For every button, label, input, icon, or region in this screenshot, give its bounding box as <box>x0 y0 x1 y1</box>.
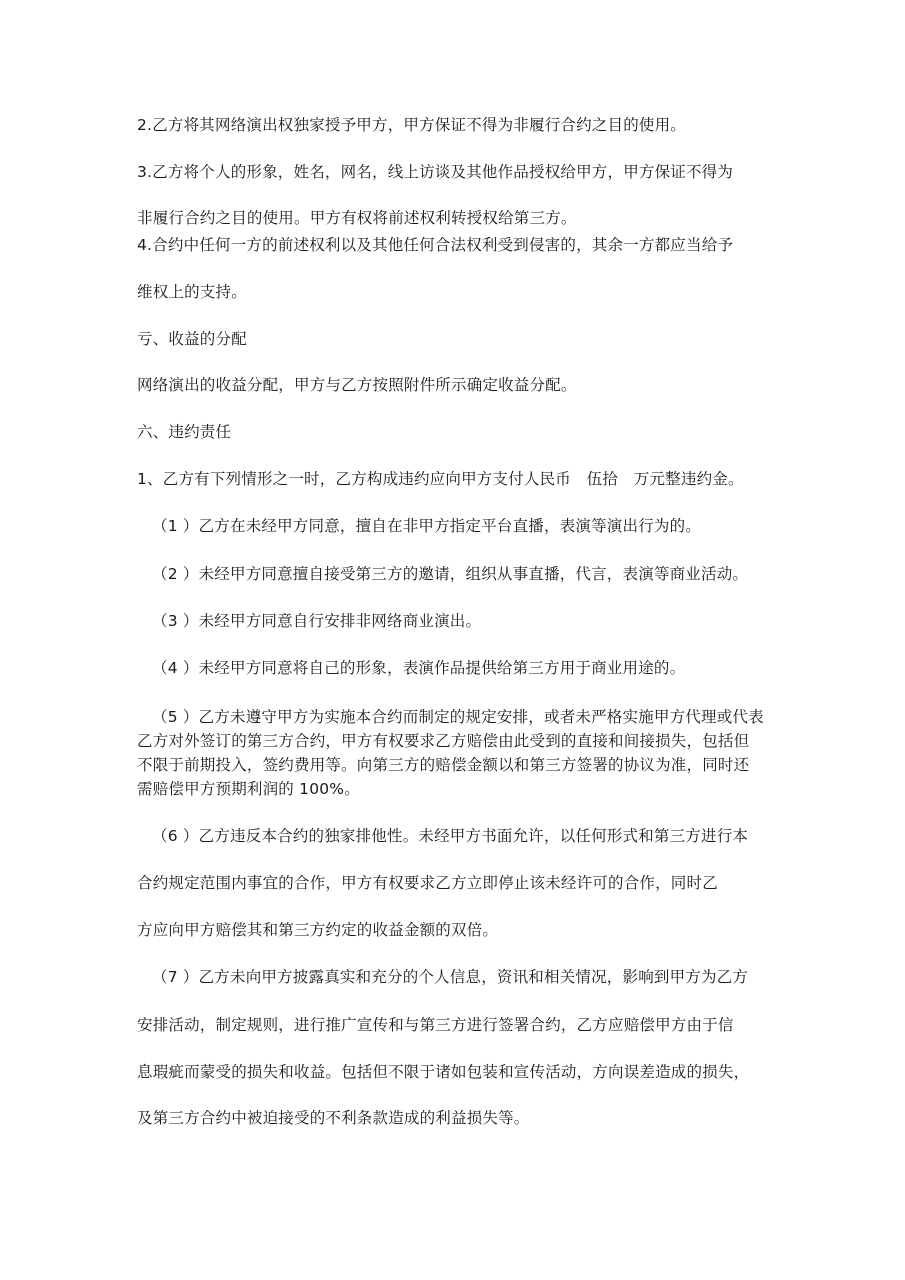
sub-clause-line: 息瑕疵而蒙受的损失和收益。包括但不限于诸如包装和宣传活动，方向误差造成的损失， <box>137 1063 750 1081</box>
sub-clause-line: （1 ）乙方在未经甲方同意，擅自在非甲方指定平台直播，表演等演出行为的。 <box>152 517 701 535</box>
clause-line: 3.乙方将个人的形象，姓名，网名，线上访谈及其他作品授权给甲方，甲方保证不得为 <box>137 163 734 181</box>
clause-line: 非履行合约之目的使用。甲方有权将前述权利转授权给第三方。 <box>137 209 577 227</box>
sub-clause-line: 安排活动，制定规则，进行推广宣传和与第三方进行签署合约，乙方应赔偿甲方由于信 <box>137 1016 734 1034</box>
sub-clause-line: 方应向甲方赔偿其和第三方约定的收益金额的双倍。 <box>137 921 499 939</box>
sub-clause-line: （6 ）乙方违反本合约的独家排他性。未经甲方书面允许，以任何形式和第三方进行本 <box>152 827 749 845</box>
section-heading: 亏、收益的分配 <box>137 330 247 348</box>
sub-clause-line: 合约规定范围内事宜的合作，甲方有权要求乙方立即停止该未经许可的合作，同时乙 <box>137 874 718 892</box>
sub-clause-line: （3 ）未经甲方同意自行安排非网络商业演出。 <box>152 612 482 630</box>
clause-line: 2.乙方将其网络演出权独家授予甲方，甲方保证不得为非履行合约之目的使用。 <box>137 116 686 134</box>
clause-line: 维权上的支持。 <box>137 283 247 301</box>
sub-clause-line: 不限于前期投入，签约费用等。向第三方的赔偿金额以和第三方签署的协议为准，同时还 <box>137 756 750 774</box>
sub-clause-line: （4 ）未经甲方同意将自己的形象，表演作品提供给第三方用于商业用途的。 <box>152 659 686 677</box>
clause-line: 网络演出的收益分配，甲方与乙方按照附件所示确定收益分配。 <box>137 376 577 394</box>
clause-line: 4.合约中任何一方的前述权利以及其他任何合法权利受到侵害的，其余一方都应当给予 <box>137 236 734 254</box>
section-heading: 六、违约责任 <box>137 423 232 441</box>
sub-clause-line: 乙方对外签订的第三方合约，甲方有权要求乙方赔偿由此受到的直接和间接损失，包括但 <box>137 732 750 750</box>
sub-clause-line: 需赔偿甲方预期利润的 100%。 <box>137 780 360 798</box>
clause-line: 1、乙方有下列情形之一时，乙方构成违约应向甲方支付人民币 伍拾 万元整违约金。 <box>137 470 744 488</box>
sub-clause-line: （5 ）乙方未遵守甲方为实施本合约而制定的规定安排，或者未严格实施甲方代理或代表 <box>152 708 764 726</box>
sub-clause-line: 及第三方合约中被迫接受的不利条款造成的利益损失等。 <box>137 1109 530 1127</box>
sub-clause-line: （2 ）未经甲方同意擅自接受第三方的邀请，组织从事直播，代言，表演等商业活动。 <box>152 565 749 583</box>
sub-clause-line: （7 ）乙方未向甲方披露真实和充分的个人信息，资讯和相关情况，影响到甲方为乙方 <box>152 968 749 986</box>
